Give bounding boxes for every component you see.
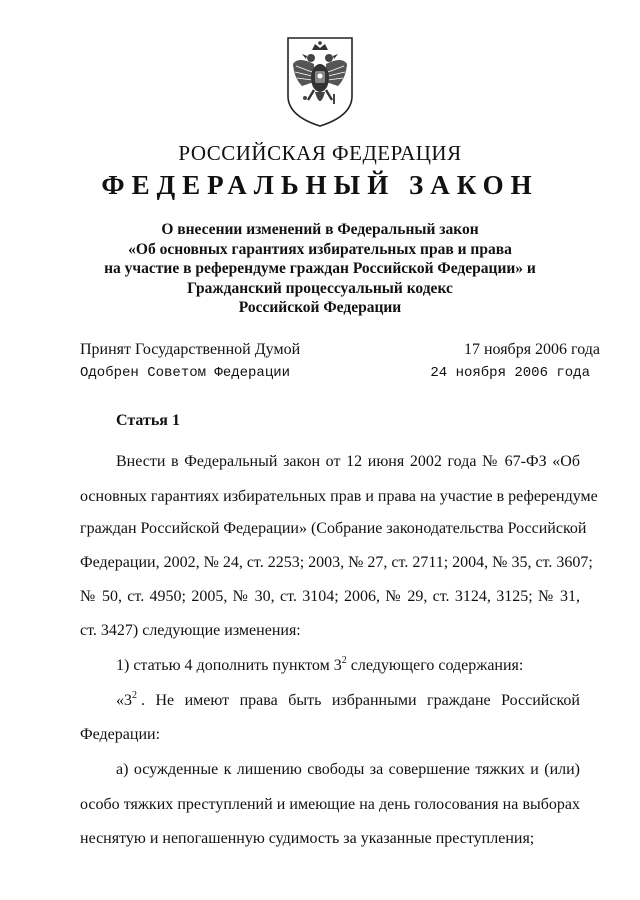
law-title-line: Российской Федерации	[238, 299, 402, 316]
law-title-line: на участие в референдуме граждан Российской Федерации» и	[104, 260, 536, 277]
adoption-row-council	[80, 365, 590, 385]
article-heading: Статья 1	[116, 412, 180, 429]
document-type-heading: ФЕДЕРАЛЬНЫЙ ЗАКОН	[101, 170, 539, 200]
article-text-line: Федерации, 2002, № 24, ст. 2253; 2003, № 27, ст. 2711; 2004, № 35, ст. 3607;	[80, 554, 593, 571]
article-text-line: Внести в Федеральный закон от 12 июня 2002 года № 67-ФЗ «Об	[116, 453, 580, 470]
subitem-a-line: а) осужденные к лишению свободы за совершение тяжких и (или)	[116, 761, 580, 778]
article-text-line: № 50, ст. 4950; 2005, № 30, ст. 3104; 2006, № 29, ст. 3124, 3125; № 31,	[80, 588, 580, 605]
approved-date: 24 ноября 2006 года	[430, 365, 590, 381]
adopted-date: 17 ноября 2006 года	[463, 341, 600, 358]
russian-coat-of-arms-icon	[284, 34, 356, 130]
country-heading: РОССИЙСКАЯ ФЕДЕРАЦИЯ	[178, 141, 462, 165]
article-text-line: основных гарантиях избирательных прав и права на участие в референдуме	[80, 488, 598, 505]
adoption-row-duma	[80, 341, 600, 361]
subitem-a-line: неснятую и непогашенную судимость за указанные преступления;	[80, 830, 535, 847]
law-title-line: Гражданский процессуальный кодекс	[187, 279, 453, 297]
amendment-item-1-text: 1) статью 4 дополнить пунктом 3	[116, 657, 342, 674]
quote-open: «$3^2$	[116, 690, 137, 709]
superscript: 2	[132, 690, 137, 701]
amendment-item-1-tail: следующего содержания:	[346, 657, 524, 674]
quoted-paragraph-line	[116, 691, 580, 711]
amendment-item-1	[116, 656, 580, 676]
article-text-line: ст. 3427) следующие изменения:	[80, 622, 301, 639]
approved-label: Одобрен Советом Федерации	[80, 365, 291, 381]
article-text-line: граждан Российской Федерации» (Собрание законодательства Российской	[80, 520, 587, 537]
adopted-label: Принят Государственной Думой	[80, 341, 301, 358]
quote-rest: . Не имеют права быть избранными граждане Российской	[141, 692, 580, 709]
law-title	[100, 220, 540, 318]
superscript: 2	[341, 655, 347, 666]
subitem-a-line: особо тяжких преступлений и имеющие на день голосования на выборах	[80, 796, 580, 813]
quoted-paragraph-line: Федерации:	[80, 726, 161, 743]
law-title-line: «Об основных гарантиях избирательных прав и права	[128, 240, 512, 258]
law-title-line: О внесении изменений в Федеральный закон	[161, 221, 479, 238]
